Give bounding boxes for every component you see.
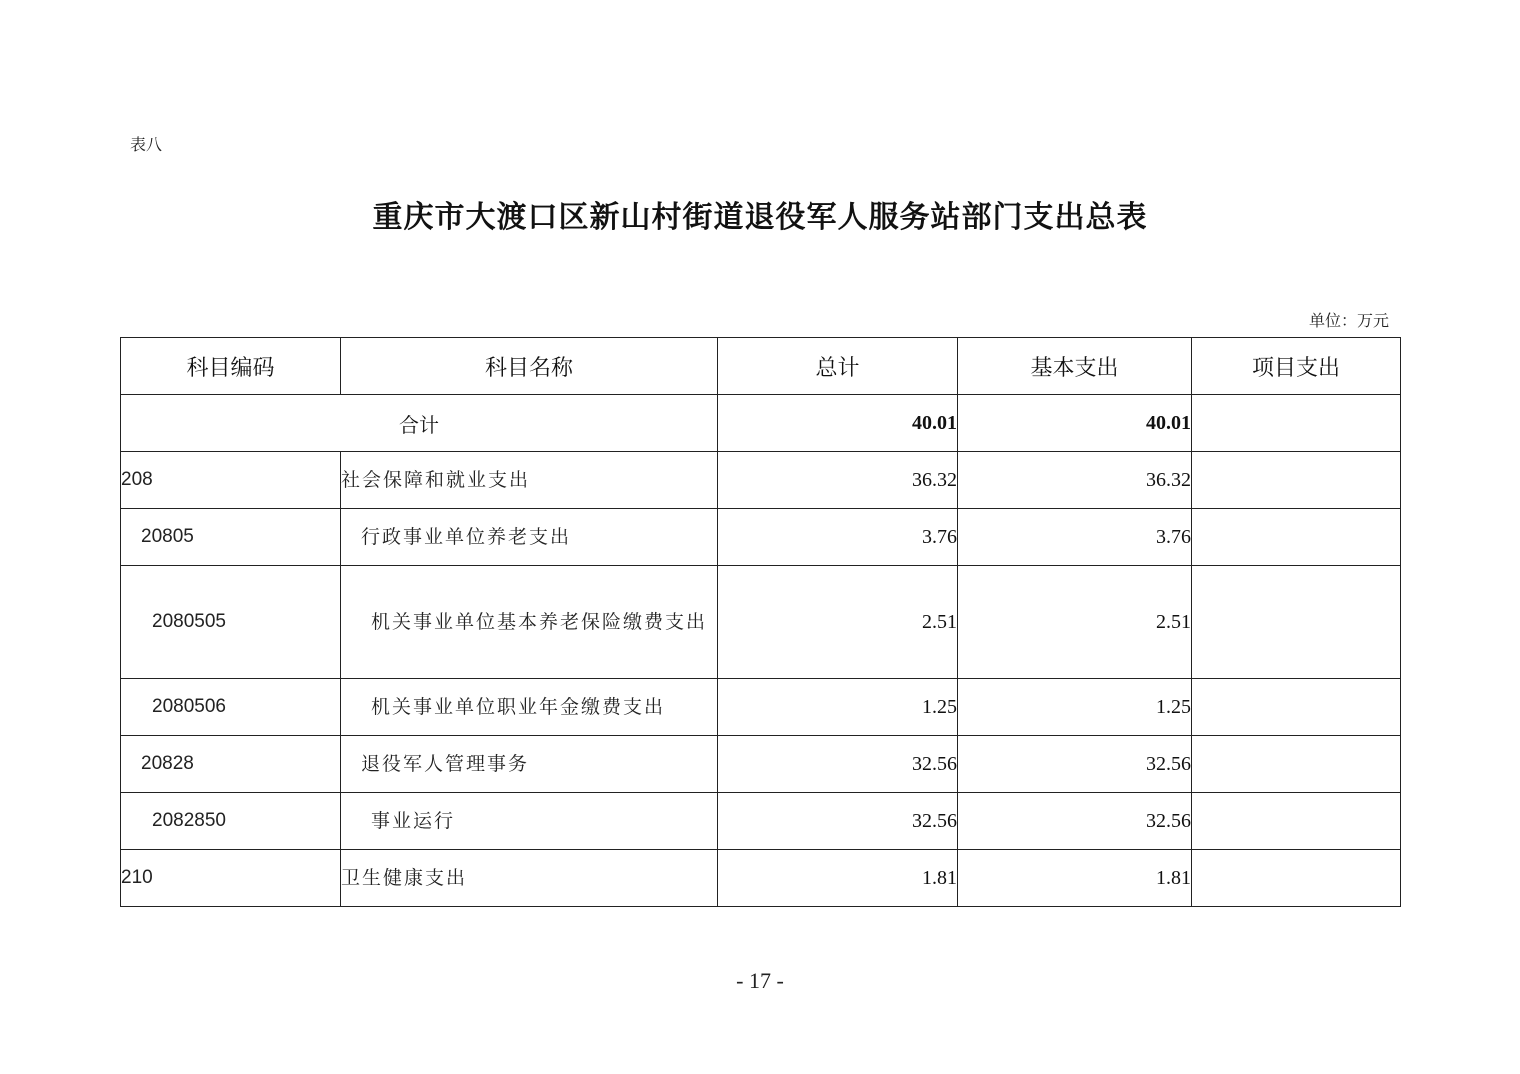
row-name: 机关事业单位职业年金缴费支出 bbox=[341, 679, 718, 736]
row-code: 20828 bbox=[121, 736, 341, 793]
row-name: 机关事业单位基本养老保险缴费支出 bbox=[341, 566, 718, 679]
page-number: - 17 - bbox=[736, 968, 784, 993]
header-name: 科目名称 bbox=[341, 338, 718, 395]
header-project: 项目支出 bbox=[1192, 338, 1401, 395]
table-row bbox=[121, 736, 1401, 793]
row-total: 32.56 bbox=[718, 793, 958, 850]
row-basic: 32.56 bbox=[958, 793, 1192, 850]
row-project bbox=[1192, 509, 1401, 566]
table-row bbox=[121, 793, 1401, 850]
row-project bbox=[1192, 452, 1401, 509]
header-row bbox=[121, 338, 1401, 395]
table-row bbox=[121, 679, 1401, 736]
row-project bbox=[1192, 736, 1401, 793]
row-code: 2082850 bbox=[121, 793, 341, 850]
row-code: 210 bbox=[121, 850, 341, 907]
table-row bbox=[121, 452, 1401, 509]
header-basic: 基本支出 bbox=[958, 338, 1192, 395]
row-total: 1.81 bbox=[718, 850, 958, 907]
row-total: 3.76 bbox=[718, 509, 958, 566]
total-value: 40.01 bbox=[718, 395, 958, 452]
table-row bbox=[121, 566, 1401, 679]
total-row bbox=[121, 395, 1401, 452]
expenditure-table bbox=[120, 337, 1401, 907]
row-basic: 2.51 bbox=[958, 566, 1192, 679]
row-basic: 3.76 bbox=[958, 509, 1192, 566]
page-title: 重庆市大渡口区新山村街道退役军人服务站部门支出总表 bbox=[372, 200, 1148, 235]
total-basic: 40.01 bbox=[958, 395, 1192, 452]
row-code: 2080505 bbox=[121, 566, 341, 679]
table-row bbox=[121, 850, 1401, 907]
row-total: 1.25 bbox=[718, 679, 958, 736]
row-project bbox=[1192, 679, 1401, 736]
row-name: 退役军人管理事务 bbox=[341, 736, 718, 793]
row-name: 卫生健康支出 bbox=[341, 850, 718, 907]
row-code: 208 bbox=[121, 452, 341, 509]
row-total: 36.32 bbox=[718, 452, 958, 509]
row-code: 20805 bbox=[121, 509, 341, 566]
row-basic: 32.56 bbox=[958, 736, 1192, 793]
row-total: 32.56 bbox=[718, 736, 958, 793]
total-project bbox=[1192, 395, 1401, 452]
row-name: 社会保障和就业支出 bbox=[341, 452, 718, 509]
row-project bbox=[1192, 850, 1401, 907]
row-basic: 36.32 bbox=[958, 452, 1192, 509]
header-code: 科目编码 bbox=[121, 338, 341, 395]
total-label: 合计 bbox=[121, 395, 718, 452]
row-project bbox=[1192, 566, 1401, 679]
table-label: 表八 bbox=[130, 135, 163, 154]
row-total: 2.51 bbox=[718, 566, 958, 679]
row-basic: 1.81 bbox=[958, 850, 1192, 907]
row-code: 2080506 bbox=[121, 679, 341, 736]
header-total: 总计 bbox=[718, 338, 958, 395]
row-name: 行政事业单位养老支出 bbox=[341, 509, 718, 566]
unit-label: 单位：万元 bbox=[1308, 311, 1389, 330]
row-project bbox=[1192, 793, 1401, 850]
row-name: 事业运行 bbox=[341, 793, 718, 850]
table-row bbox=[121, 509, 1401, 566]
row-basic: 1.25 bbox=[958, 679, 1192, 736]
